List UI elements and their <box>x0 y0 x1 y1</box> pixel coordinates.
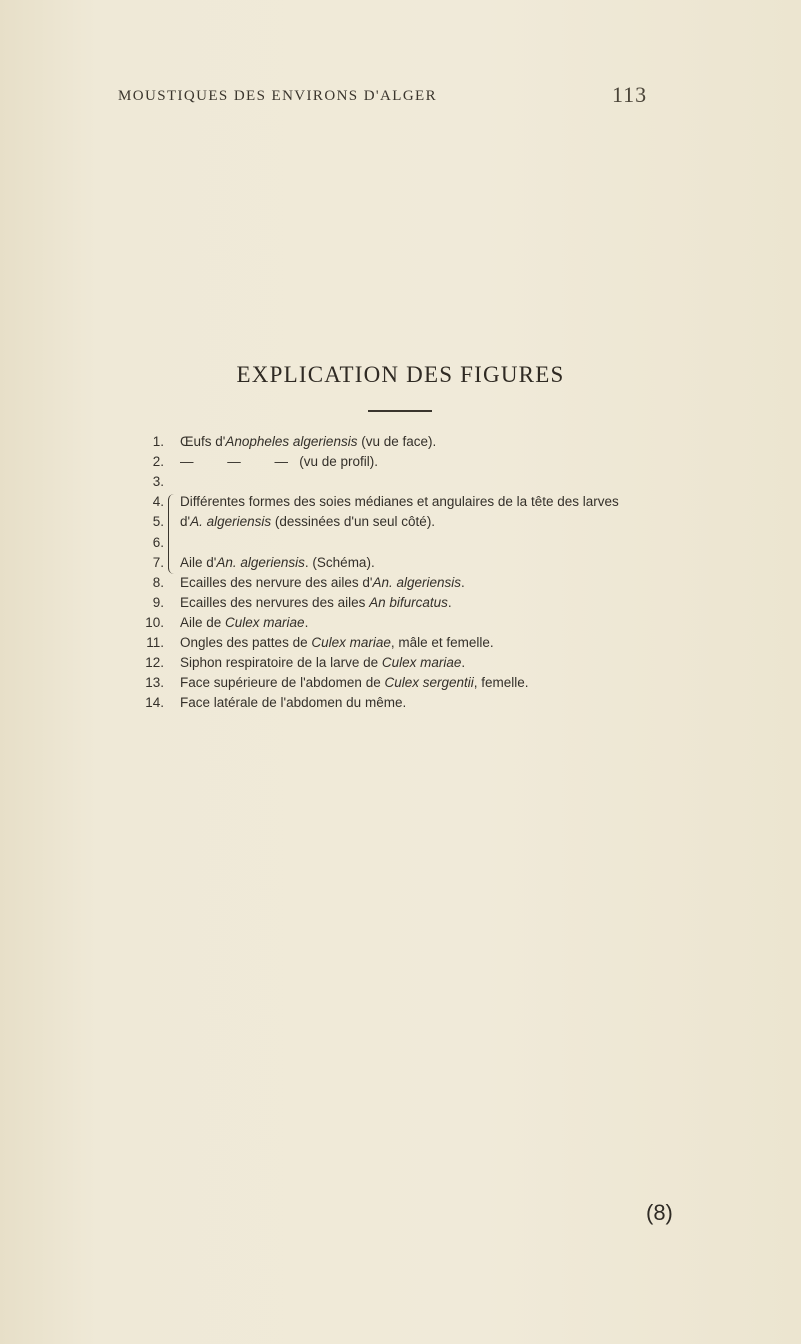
text-run: — — — (vu de profil). <box>180 454 379 470</box>
text-run: Différentes formes des soies médianes et angulaires de la tête des larves <box>180 494 619 510</box>
section-title: EXPLICATION DES FIGURES <box>236 362 565 387</box>
item-number: 12. <box>145 655 164 671</box>
item-number: 1. <box>152 434 164 449</box>
text-run: . (Schéma). <box>304 554 375 570</box>
text-run: Face latérale de l'abdomen du même. <box>180 695 407 711</box>
running-title: MOUSTIQUES DES ENVIRONS D'ALGER <box>118 88 438 104</box>
species-name: A. algeriensis <box>190 514 272 530</box>
text-run: d' <box>180 514 191 530</box>
list-item <box>0 555 801 575</box>
species-name: An. algeriensis <box>216 554 305 570</box>
item-text <box>180 514 435 529</box>
list-item <box>0 675 801 695</box>
list-item <box>0 535 801 555</box>
text-run: Ecailles des nervure des ailes d' <box>180 574 373 590</box>
item-text <box>180 494 619 509</box>
plate-number: (8) <box>646 1200 673 1225</box>
list-item <box>0 454 801 474</box>
item-text <box>180 655 465 670</box>
list-item <box>0 615 801 635</box>
title-rule <box>368 410 432 412</box>
item-number: 11. <box>146 635 164 650</box>
species-name: Culex mariae <box>311 635 391 650</box>
list-item <box>0 595 801 615</box>
text-run: (dessinées d'un seul côté). <box>271 514 436 530</box>
text-run: . <box>461 574 465 590</box>
item-text <box>180 675 529 690</box>
item-number: 7. <box>152 554 164 570</box>
text-run: Siphon respiratoire de la larve de <box>180 655 382 671</box>
item-text <box>180 434 436 449</box>
species-name: An. algeriensis <box>372 574 461 590</box>
list-item <box>0 635 801 655</box>
text-run: (vu de face). <box>357 434 437 449</box>
species-name: Culex mariae <box>381 655 462 671</box>
item-text <box>180 615 308 630</box>
species-name: Culex mariae <box>225 614 305 630</box>
item-number: 9. <box>152 594 164 610</box>
item-number: 2. <box>152 454 164 470</box>
text-run: Œufs d' <box>180 434 226 449</box>
list-item <box>0 514 801 534</box>
species-name: An bifurcatus <box>369 594 448 610</box>
item-number: 6. <box>152 534 164 550</box>
text-run: . <box>461 655 466 671</box>
list-item <box>0 655 801 675</box>
text-run: Face supérieure de l'abdomen de <box>180 675 385 691</box>
text-run: Ecailles des nervures des ailes <box>180 594 370 610</box>
item-number: 3. <box>152 474 164 490</box>
list-item <box>0 474 801 494</box>
list-item <box>0 494 801 514</box>
text-run: , mâle et femelle. <box>390 635 494 650</box>
species-name: Culex sergentii <box>384 675 474 691</box>
item-text <box>180 575 465 590</box>
text-run: Aile de <box>180 614 226 630</box>
item-text <box>180 595 452 610</box>
item-text <box>180 695 406 710</box>
page-number: 113 <box>612 82 648 107</box>
species-name: Anopheles algeriensis <box>225 434 358 449</box>
text-run: Ongles des pattes de <box>180 635 312 650</box>
item-number: 8. <box>152 574 164 590</box>
item-text <box>180 555 375 570</box>
text-run: Aile d' <box>180 554 217 570</box>
list-item <box>0 434 801 454</box>
text-run: . <box>304 614 309 630</box>
item-number: 13. <box>145 675 164 691</box>
text-run: , femelle. <box>473 675 529 691</box>
list-item <box>0 695 801 715</box>
item-number: 14. <box>145 695 164 711</box>
list-item <box>0 575 801 595</box>
item-number: 4. <box>152 494 164 510</box>
text-run: . <box>447 594 452 610</box>
item-number: 10. <box>145 614 164 630</box>
item-text <box>180 454 378 469</box>
item-number: 5. <box>152 514 164 530</box>
item-text <box>180 635 494 650</box>
